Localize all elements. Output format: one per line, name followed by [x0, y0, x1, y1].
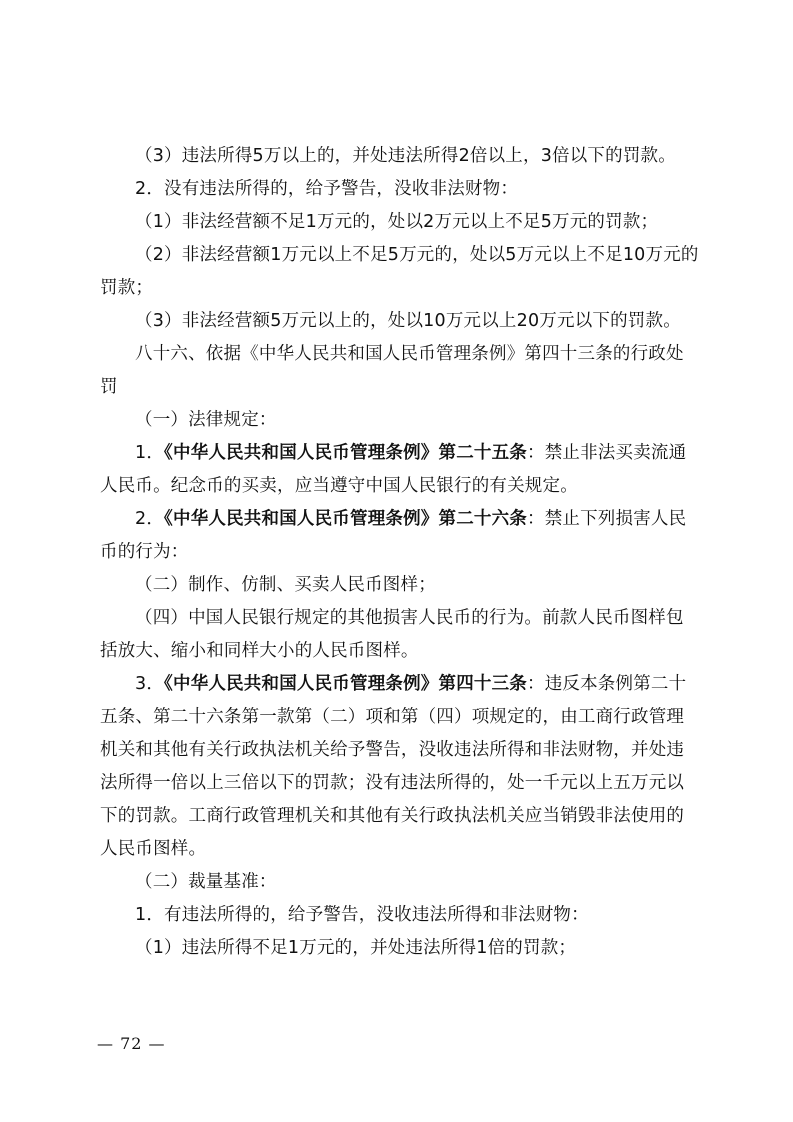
paragraph: （2）非法经营额1万元以上不足5万元的，处以5万元以上不足10万元的罚款；	[100, 245, 699, 298]
list-item: （四）中国人民银行规定的其他损害人民币的行为。前款人民币图样包括放大、缩小和同样大小的人民币图样。	[100, 608, 684, 661]
paragraph: （1）违法所得不足1万元的，并处违法所得1倍的罚款；	[135, 938, 577, 958]
article-paragraph	[100, 503, 700, 569]
article-paragraph	[100, 668, 700, 866]
article-text: ：禁止下列损害人民币的行为：	[100, 509, 687, 562]
subsection-heading: （二）裁量基准：	[135, 872, 277, 892]
article-text: ：违反本条例第二十五条、第二十六条第一款第（二）项和第（四）项规定的，由工商行政管理机关和其他有关行政执法机关给予警告，没收违法所得和非法财物，并处违法所得一倍以上三倍以下的罚款；没有违法所得的，处一千元以上五万元以下的罚款。工商行政管理机关和其他有关行政执法机关应当销毁非法使用的人民币图样。	[100, 674, 687, 859]
article-number: 1．	[135, 443, 165, 463]
article-title: 《中华人民共和国人民币管理条例》第二十六条	[164, 509, 527, 529]
article-title: 《中华人民共和国人民币管理条例》第二十五条	[164, 443, 527, 463]
document-body	[100, 140, 700, 965]
paragraph: 1．有违法所得的，给予警告，没收违法所得和非法财物：	[135, 905, 589, 925]
page-number: — 72 —	[97, 1034, 166, 1053]
article-text: ：禁止非法买卖流通人民币。纪念币的买卖，应当遵守中国人民银行的有关规定。	[100, 443, 687, 496]
section-heading: 八十六、依据《中华人民共和国人民币管理条例》第四十三条的行政处罚	[100, 344, 684, 397]
list-item: （二）制作、仿制、买卖人民币图样；	[135, 575, 436, 595]
paragraph: （3）违法所得5万以上的，并处违法所得2倍以上，3倍以下的罚款。	[135, 146, 676, 166]
article-number: 2．	[135, 509, 165, 529]
paragraph: 2．没有违法所得的，给予警告，没收非法财物：	[135, 179, 519, 199]
subsection-heading: （一）法律规定：	[135, 410, 277, 430]
article-title: 《中华人民共和国人民币管理条例》第四十三条	[164, 674, 527, 694]
article-number: 3．	[135, 674, 165, 694]
article-paragraph	[100, 437, 700, 503]
paragraph: （1）非法经营额不足1万元的，处以2万元以上不足5万元的罚款；	[135, 212, 659, 232]
paragraph: （3）非法经营额5万元以上的，处以10万元以上20万元以下的罚款。	[135, 311, 681, 331]
